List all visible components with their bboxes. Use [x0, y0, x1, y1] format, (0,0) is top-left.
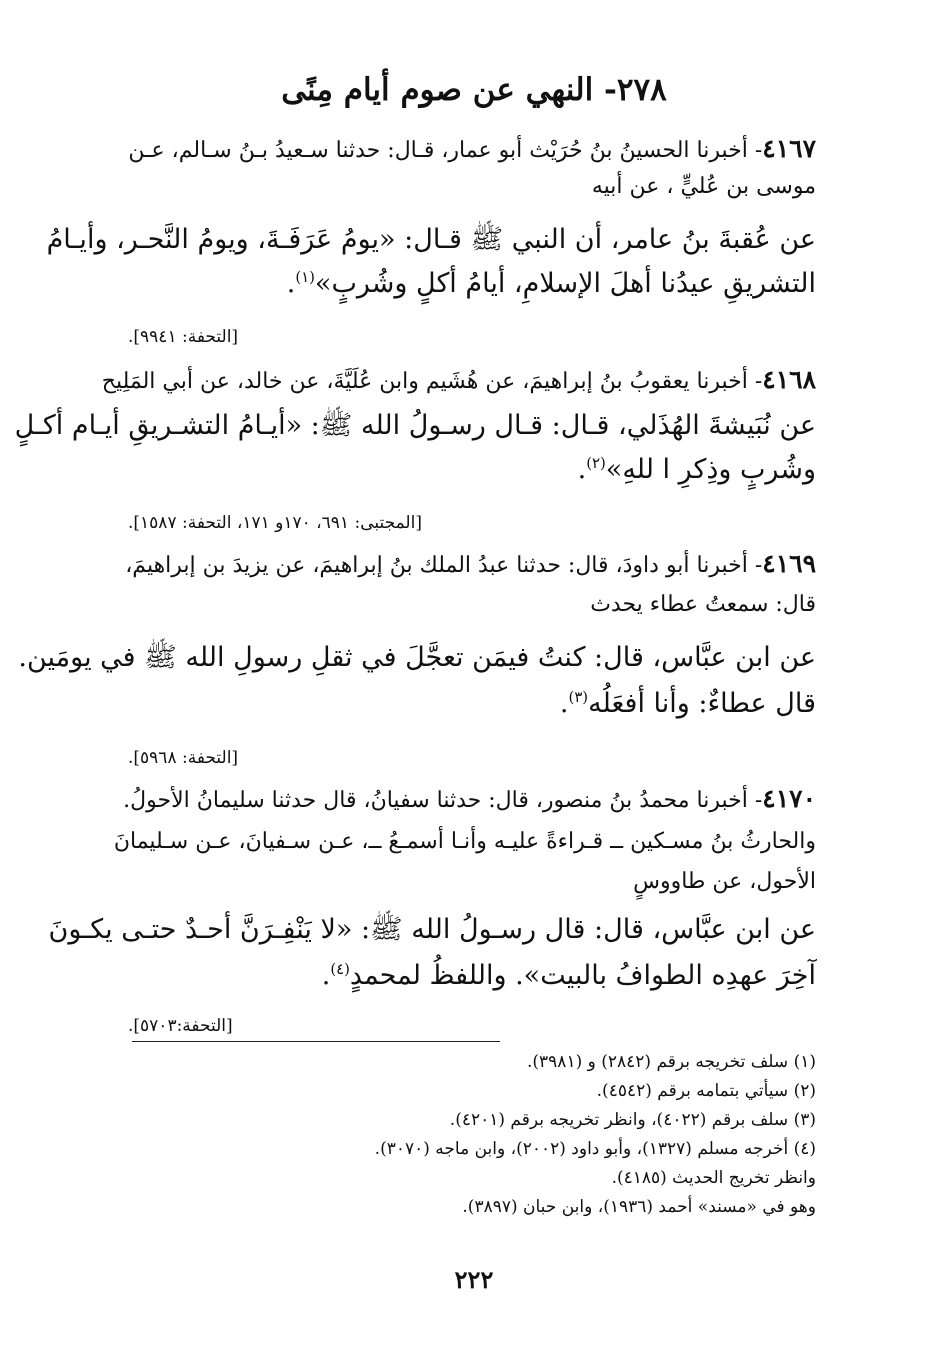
footnote-4: (٤) أخرجه مسلم (١٣٢٧)، وأبو داود (٢٠٠٢)، وابن ماجه (٣٠٧٠).: [374, 1139, 816, 1159]
hadith-4169-isnad-line-2: قال: سمعتُ عطاء يحدث: [590, 592, 816, 617]
hadith-4167-matn-line-1: عن عُقبةَ بنُ عامر، أن النبي ﷺ قـال: «يومُ عَرَفَـةَ، ويومُ النَّحـر، وأيـامُ: [46, 224, 816, 255]
hadith-4168-ref: [المجتبى: ٦٩١، ١٧٠و ١٧١، التحفة: ١٥٨٧].: [128, 513, 422, 533]
hadith-number: ٤١٦٧: [762, 134, 816, 163]
footnote-mark: (٢): [586, 454, 606, 472]
footnote-mark: (١): [295, 268, 315, 286]
footnote-4-line-2: وانظر تخريج الحديث (٤١٨٥).: [611, 1168, 816, 1188]
hadith-4169-isnad-line-1: ٤١٦٩- أخبرنا أبو داودَ، قال: حدثنا عبدُ الملك بنُ إبراهيمَ، عن يزيدَ بن إبراهيمَ،: [125, 549, 816, 578]
hadith-4167-isnad-line-1: ٤١٦٧- أخبرنا الحسينُ بنُ حُرَيْث أبو عمار، قـال: حدثنا سـعيدُ بـنُ سـالم، عـن: [128, 134, 816, 163]
hadith-4169-matn-line-2: قال عطاءٌ: وأنا أفعَلُه$^{(٣)}$.: [559, 688, 816, 719]
hadith-4170-matn-line-1: عن ابن عبَّاس، قال: قال رسـولُ الله ﷺ: «لا يَنْفِـرَنَّ أحـدٌ حتـى يكـونَ: [48, 914, 816, 945]
hadith-number: ٤١٦٨: [762, 365, 816, 394]
footnote-4-line-3: وهو في «مسند» أحمد (١٩٣٦)، وابن حبان (٣٨٩٧).: [462, 1197, 816, 1217]
hadith-4167-isnad-line-2: موسى بن عُليٍّ ، عن أبيه: [591, 174, 816, 199]
hadith-4170-isnad-line-1: ٤١٧٠- أخبرنا محمدُ بنُ منصور، قال: حدثنا سفيانُ، قال حدثنا سليمانُ الأحولُ.: [123, 784, 816, 813]
footnote-1: (١) سلف تخريجه برقم (٢٨٤٢) و (٣٩٨١).: [527, 1052, 816, 1072]
footnote-mark: (٤): [330, 960, 350, 978]
hadith-number: ٤١٧٠: [762, 784, 816, 813]
hadith-4170-isnad-line-3: الأحول، عن طاووسٍ: [633, 869, 816, 894]
footnote-3: (٣) سلف برقم (٤٠٢٢)، وانظر تخريجه برقم (٤٢٠١).: [449, 1110, 816, 1130]
hadith-4169-matn-line-1: عن ابن عبَّاس، قال: كنتُ فيمَن تعجَّلَ في ثقلِ رسولِ الله ﷺ في يومَين.: [18, 642, 816, 673]
hadith-number: ٤١٦٩: [762, 549, 816, 578]
hadith-4170-isnad-line-2: والحارثُ بنُ مسـكين ــ قـراءةً عليـه وأنـا أسمـعُ ــ، عـن سـفيانَ، عـن سـليمانَ: [113, 829, 816, 854]
hadith-4170-ref: [التحفة:٥٧٠٣].: [128, 1016, 233, 1036]
page-number: ٢٢٢: [454, 1265, 494, 1294]
hadith-4169-ref: [التحفة: ٥٩٦٨].: [128, 748, 239, 768]
hadith-4168-matn-line-1: عن نُبَيشةَ الهُذَلي، قـال: قـال رسـولُ الله ﷺ: «أيـامُ التشـريقِ أيـام أكـلٍ: [14, 410, 816, 441]
footnote-divider: [132, 1041, 500, 1042]
hadith-4168-matn-line-2: وشُربٍ وذِكرِ ا للهِ»$^{(٢)}$.: [577, 454, 816, 485]
footnote-2: (٢) سيأتي بتمامه برقم (٤٥٤٢).: [596, 1081, 816, 1101]
hadith-4168-isnad-line-1: ٤١٦٨- أخبرنا يعقوبُ بنُ إبراهيمَ، عن هُشَيم وابن عُلَيَّةَ، عن خالد، عن أبي المَلِيح: [101, 365, 816, 394]
footnote-mark: (٣): [568, 688, 589, 706]
hadith-4167-ref: [التحفة: ٩٩٤١].: [128, 327, 239, 347]
hadith-4170-matn-line-2: آخِرَ عهدِه الطوافُ بالبيت». واللفظُ لمحمدٍ$^{(٤)}$.: [321, 960, 816, 991]
hadith-4167-matn-line-2: التشريقِ عيدُنا أهلَ الإسلامِ، أيامُ أكلٍ وشُربٍ»$^{(١)}$.: [286, 268, 816, 299]
chapter-title: ٢٧٨- النهي عن صوم أيام مِنًى: [281, 72, 667, 108]
